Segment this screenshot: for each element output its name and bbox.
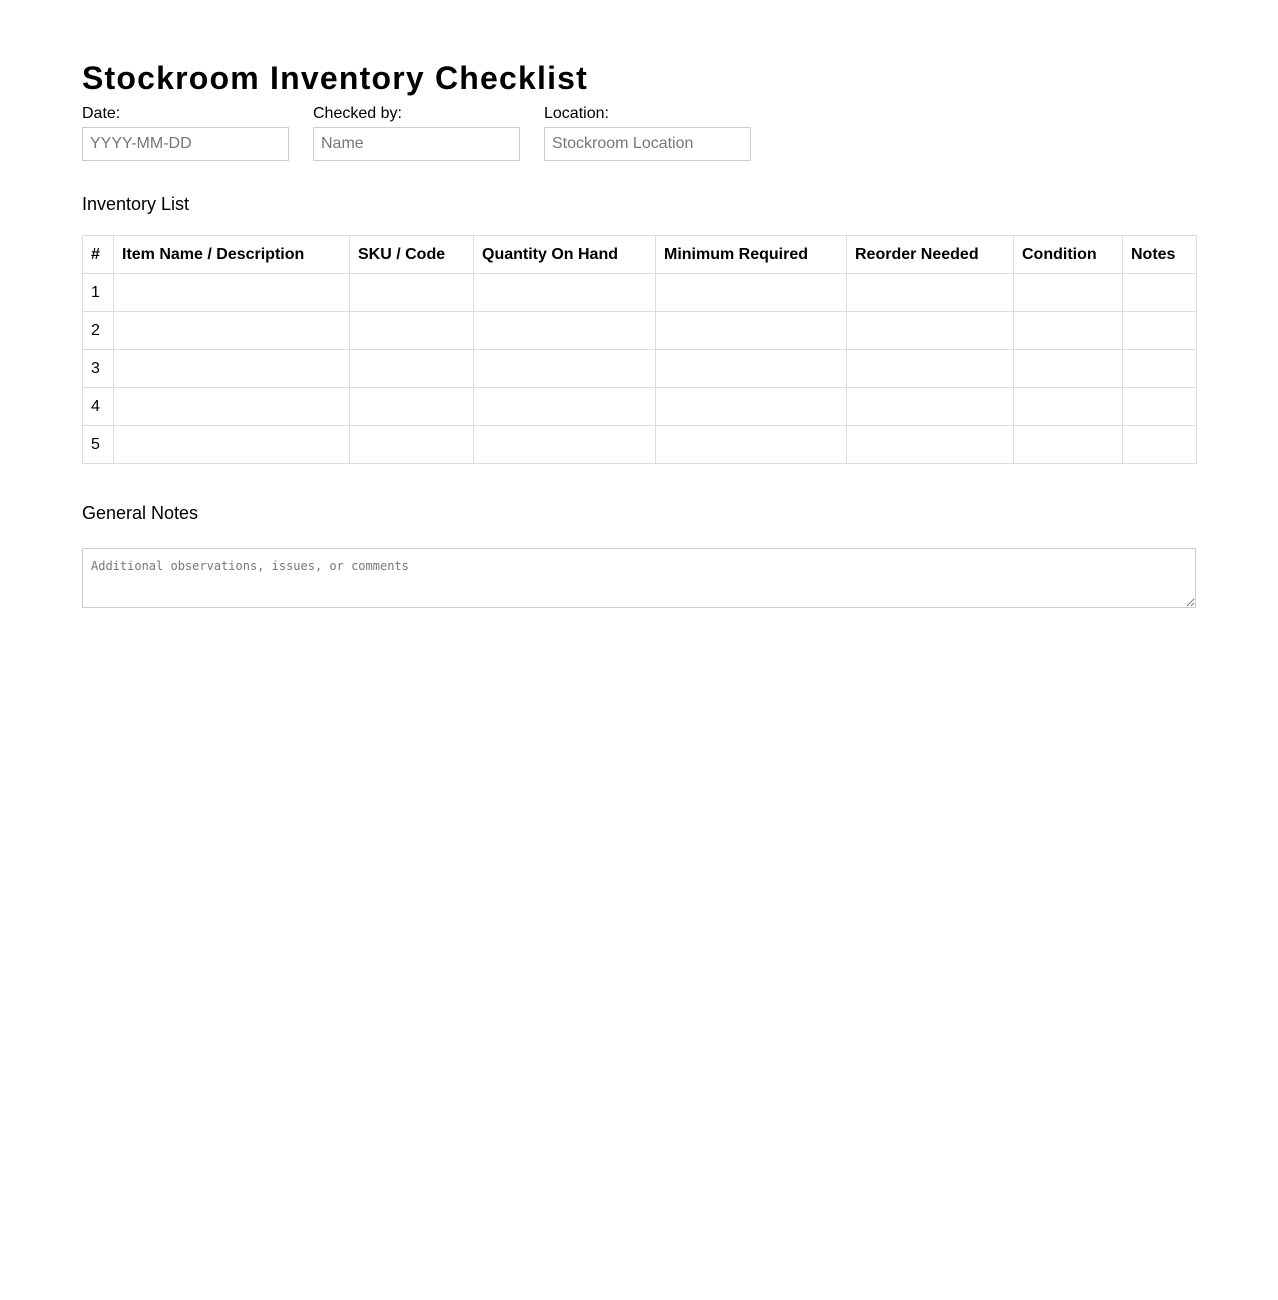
cell-condition[interactable] bbox=[1014, 388, 1123, 426]
page-title: Stockroom Inventory Checklist bbox=[82, 60, 589, 96]
column-header-sku: SKU / Code bbox=[350, 236, 474, 274]
cell-quantity[interactable] bbox=[474, 312, 656, 350]
location-field-group bbox=[544, 104, 751, 161]
cell-sku[interactable] bbox=[350, 388, 474, 426]
general-notes-heading: General Notes bbox=[82, 503, 199, 523]
cell-notes[interactable] bbox=[1123, 426, 1197, 464]
cell-reorder[interactable] bbox=[847, 426, 1014, 464]
cell-reorder[interactable] bbox=[847, 350, 1014, 388]
column-header-quantity: Quantity On Hand bbox=[474, 236, 656, 274]
cell-sku[interactable] bbox=[350, 350, 474, 388]
date-field-group bbox=[82, 104, 289, 161]
row-number: 2 bbox=[83, 312, 114, 350]
location-label: Location: bbox=[544, 105, 609, 122]
cell-item-name[interactable] bbox=[114, 312, 350, 350]
table-header-row bbox=[83, 236, 1197, 274]
cell-minimum[interactable] bbox=[656, 426, 847, 464]
column-header-minimum: Minimum Required bbox=[656, 236, 847, 274]
inventory-table bbox=[82, 235, 1197, 464]
cell-minimum[interactable] bbox=[656, 350, 847, 388]
table-row bbox=[83, 274, 1197, 312]
column-header-notes: Notes bbox=[1123, 236, 1197, 274]
cell-condition[interactable] bbox=[1014, 312, 1123, 350]
cell-sku[interactable] bbox=[350, 426, 474, 464]
cell-reorder[interactable] bbox=[847, 312, 1014, 350]
cell-minimum[interactable] bbox=[656, 388, 847, 426]
row-number: 4 bbox=[83, 388, 114, 426]
cell-notes[interactable] bbox=[1123, 312, 1197, 350]
cell-quantity[interactable] bbox=[474, 426, 656, 464]
cell-item-name[interactable] bbox=[114, 388, 350, 426]
inventory-list-heading: Inventory List bbox=[82, 194, 190, 214]
checked-by-field-group bbox=[313, 104, 520, 161]
table-row bbox=[83, 350, 1197, 388]
date-label: Date: bbox=[82, 105, 121, 122]
table-row bbox=[83, 426, 1197, 464]
cell-notes[interactable] bbox=[1123, 388, 1197, 426]
checked-by-input[interactable] bbox=[313, 127, 520, 161]
cell-notes[interactable] bbox=[1123, 274, 1197, 312]
cell-sku[interactable] bbox=[350, 274, 474, 312]
cell-reorder[interactable] bbox=[847, 388, 1014, 426]
checked-by-label: Checked by: bbox=[313, 105, 402, 122]
column-header-item-name: Item Name / Description bbox=[114, 236, 350, 274]
row-number: 5 bbox=[83, 426, 114, 464]
cell-item-name[interactable] bbox=[114, 274, 350, 312]
table-row bbox=[83, 388, 1197, 426]
row-number: 1 bbox=[83, 274, 114, 312]
cell-reorder[interactable] bbox=[847, 274, 1014, 312]
cell-condition[interactable] bbox=[1014, 350, 1123, 388]
column-header-condition: Condition bbox=[1014, 236, 1123, 274]
cell-quantity[interactable] bbox=[474, 274, 656, 312]
cell-item-name[interactable] bbox=[114, 350, 350, 388]
location-input[interactable] bbox=[544, 127, 751, 161]
date-input[interactable] bbox=[82, 127, 289, 161]
cell-minimum[interactable] bbox=[656, 274, 847, 312]
column-header-reorder: Reorder Needed bbox=[847, 236, 1014, 274]
table-row bbox=[83, 312, 1197, 350]
cell-quantity[interactable] bbox=[474, 350, 656, 388]
cell-notes[interactable] bbox=[1123, 350, 1197, 388]
cell-condition[interactable] bbox=[1014, 426, 1123, 464]
cell-sku[interactable] bbox=[350, 312, 474, 350]
cell-condition[interactable] bbox=[1014, 274, 1123, 312]
row-number: 3 bbox=[83, 350, 114, 388]
cell-quantity[interactable] bbox=[474, 388, 656, 426]
cell-item-name[interactable] bbox=[114, 426, 350, 464]
cell-minimum[interactable] bbox=[656, 312, 847, 350]
general-notes-textarea[interactable] bbox=[82, 548, 1196, 608]
column-header-number: # bbox=[83, 236, 114, 274]
